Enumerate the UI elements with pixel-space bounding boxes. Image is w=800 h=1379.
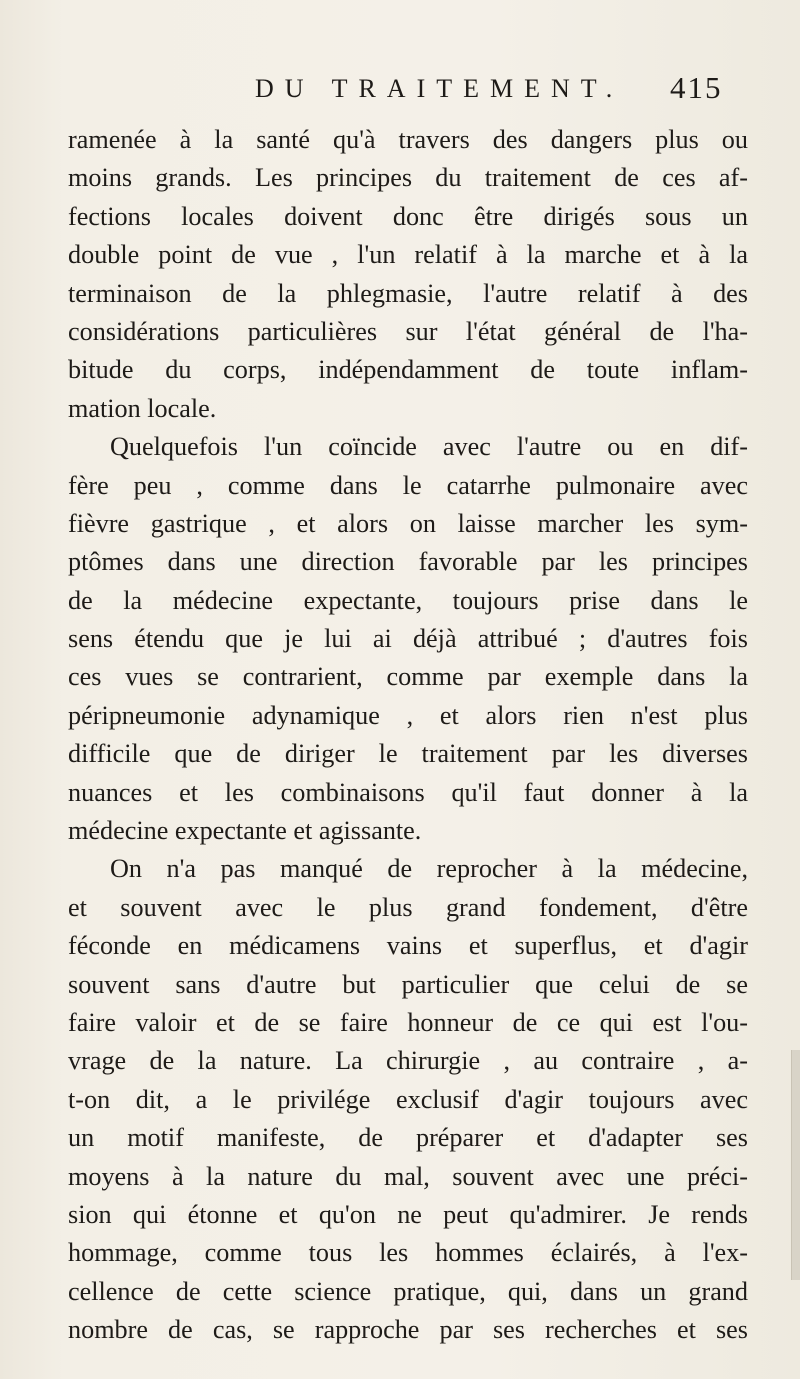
page-edge-shadow (791, 1050, 800, 1280)
text-line: péripneumonie adynamique , et alors rien n'est plus (68, 700, 748, 730)
text-line: vrage de la nature. La chirurgie , au contraire , a- (68, 1046, 748, 1076)
text-line: sens étendu que je lui ai déjà attribué ; d'autres fois (68, 624, 748, 654)
text-line: ptômes dans une direction favorable par les principes (68, 547, 748, 577)
text-line: sion qui étonne et qu'on ne peut qu'admirer. Je rends (68, 1199, 748, 1229)
page-header (0, 70, 800, 114)
text-line: et souvent avec le plus grand fondement, d'être (68, 892, 748, 922)
text-line: cellence de cette science pratique, qui, dans un grand (68, 1276, 748, 1306)
page-number: 415 (670, 70, 723, 105)
text-line: fièvre gastrique , et alors on laisse marcher les sym- (68, 508, 748, 538)
text-line: nombre de cas, se rapproche par ses recherches et ses (68, 1315, 748, 1345)
text-line: On n'a pas manqué de reprocher à la médecine, (110, 854, 748, 884)
text-line: Quelquefois l'un coïncide avec l'autre ou en dif- (110, 432, 748, 462)
text-line: t-on dit, a le privilége exclusif d'agir toujours avec (68, 1084, 748, 1114)
text-line: terminaison de la phlegmasie, l'autre relatif à des (68, 278, 748, 308)
text-line: nuances et les combinaisons qu'il faut donner à la (68, 777, 748, 807)
text-line: double point de vue , l'un relatif à la marche et à la (68, 240, 748, 270)
text-line: souvent sans d'autre but particulier que celui de se (68, 969, 748, 999)
text-line: féconde en médicamens vains et superflus, et d'agir (68, 931, 748, 961)
text-line: fère peu , comme dans le catarrhe pulmonaire avec (68, 470, 748, 500)
text-line: faire valoir et de se faire honneur de ce qui est l'ou- (68, 1007, 748, 1037)
text-line: moins grands. Les principes du traitement de ces af- (68, 163, 748, 193)
text-line: médecine expectante et agissante. (68, 816, 422, 846)
text-line: moyens à la nature du mal, souvent avec une préci- (68, 1161, 748, 1191)
text-line: fections locales doivent donc être dirigés sous un (68, 201, 748, 231)
text-line: ramenée à la santé qu'à travers des dangers plus ou (68, 125, 748, 154)
text-line: hommage, comme tous les hommes éclairés, à l'ex- (68, 1238, 748, 1268)
body-text (68, 121, 748, 1350)
text-line: mation locale. (68, 393, 217, 423)
text-line: un motif manifeste, de préparer et d'adapter ses (68, 1123, 748, 1153)
text-line: difficile que de diriger le traitement par les diverses (68, 739, 748, 769)
text-line: de la médecine expectante, toujours prise dans le (68, 585, 748, 615)
running-head: DU TRAITEMENT. (255, 74, 624, 103)
text-line: considérations particulières sur l'état général de l'ha- (68, 316, 748, 346)
text-line: bitude du corps, indépendamment de toute inflam- (68, 355, 748, 385)
text-line: ces vues se contrarient, comme par exemple dans la (68, 662, 748, 692)
